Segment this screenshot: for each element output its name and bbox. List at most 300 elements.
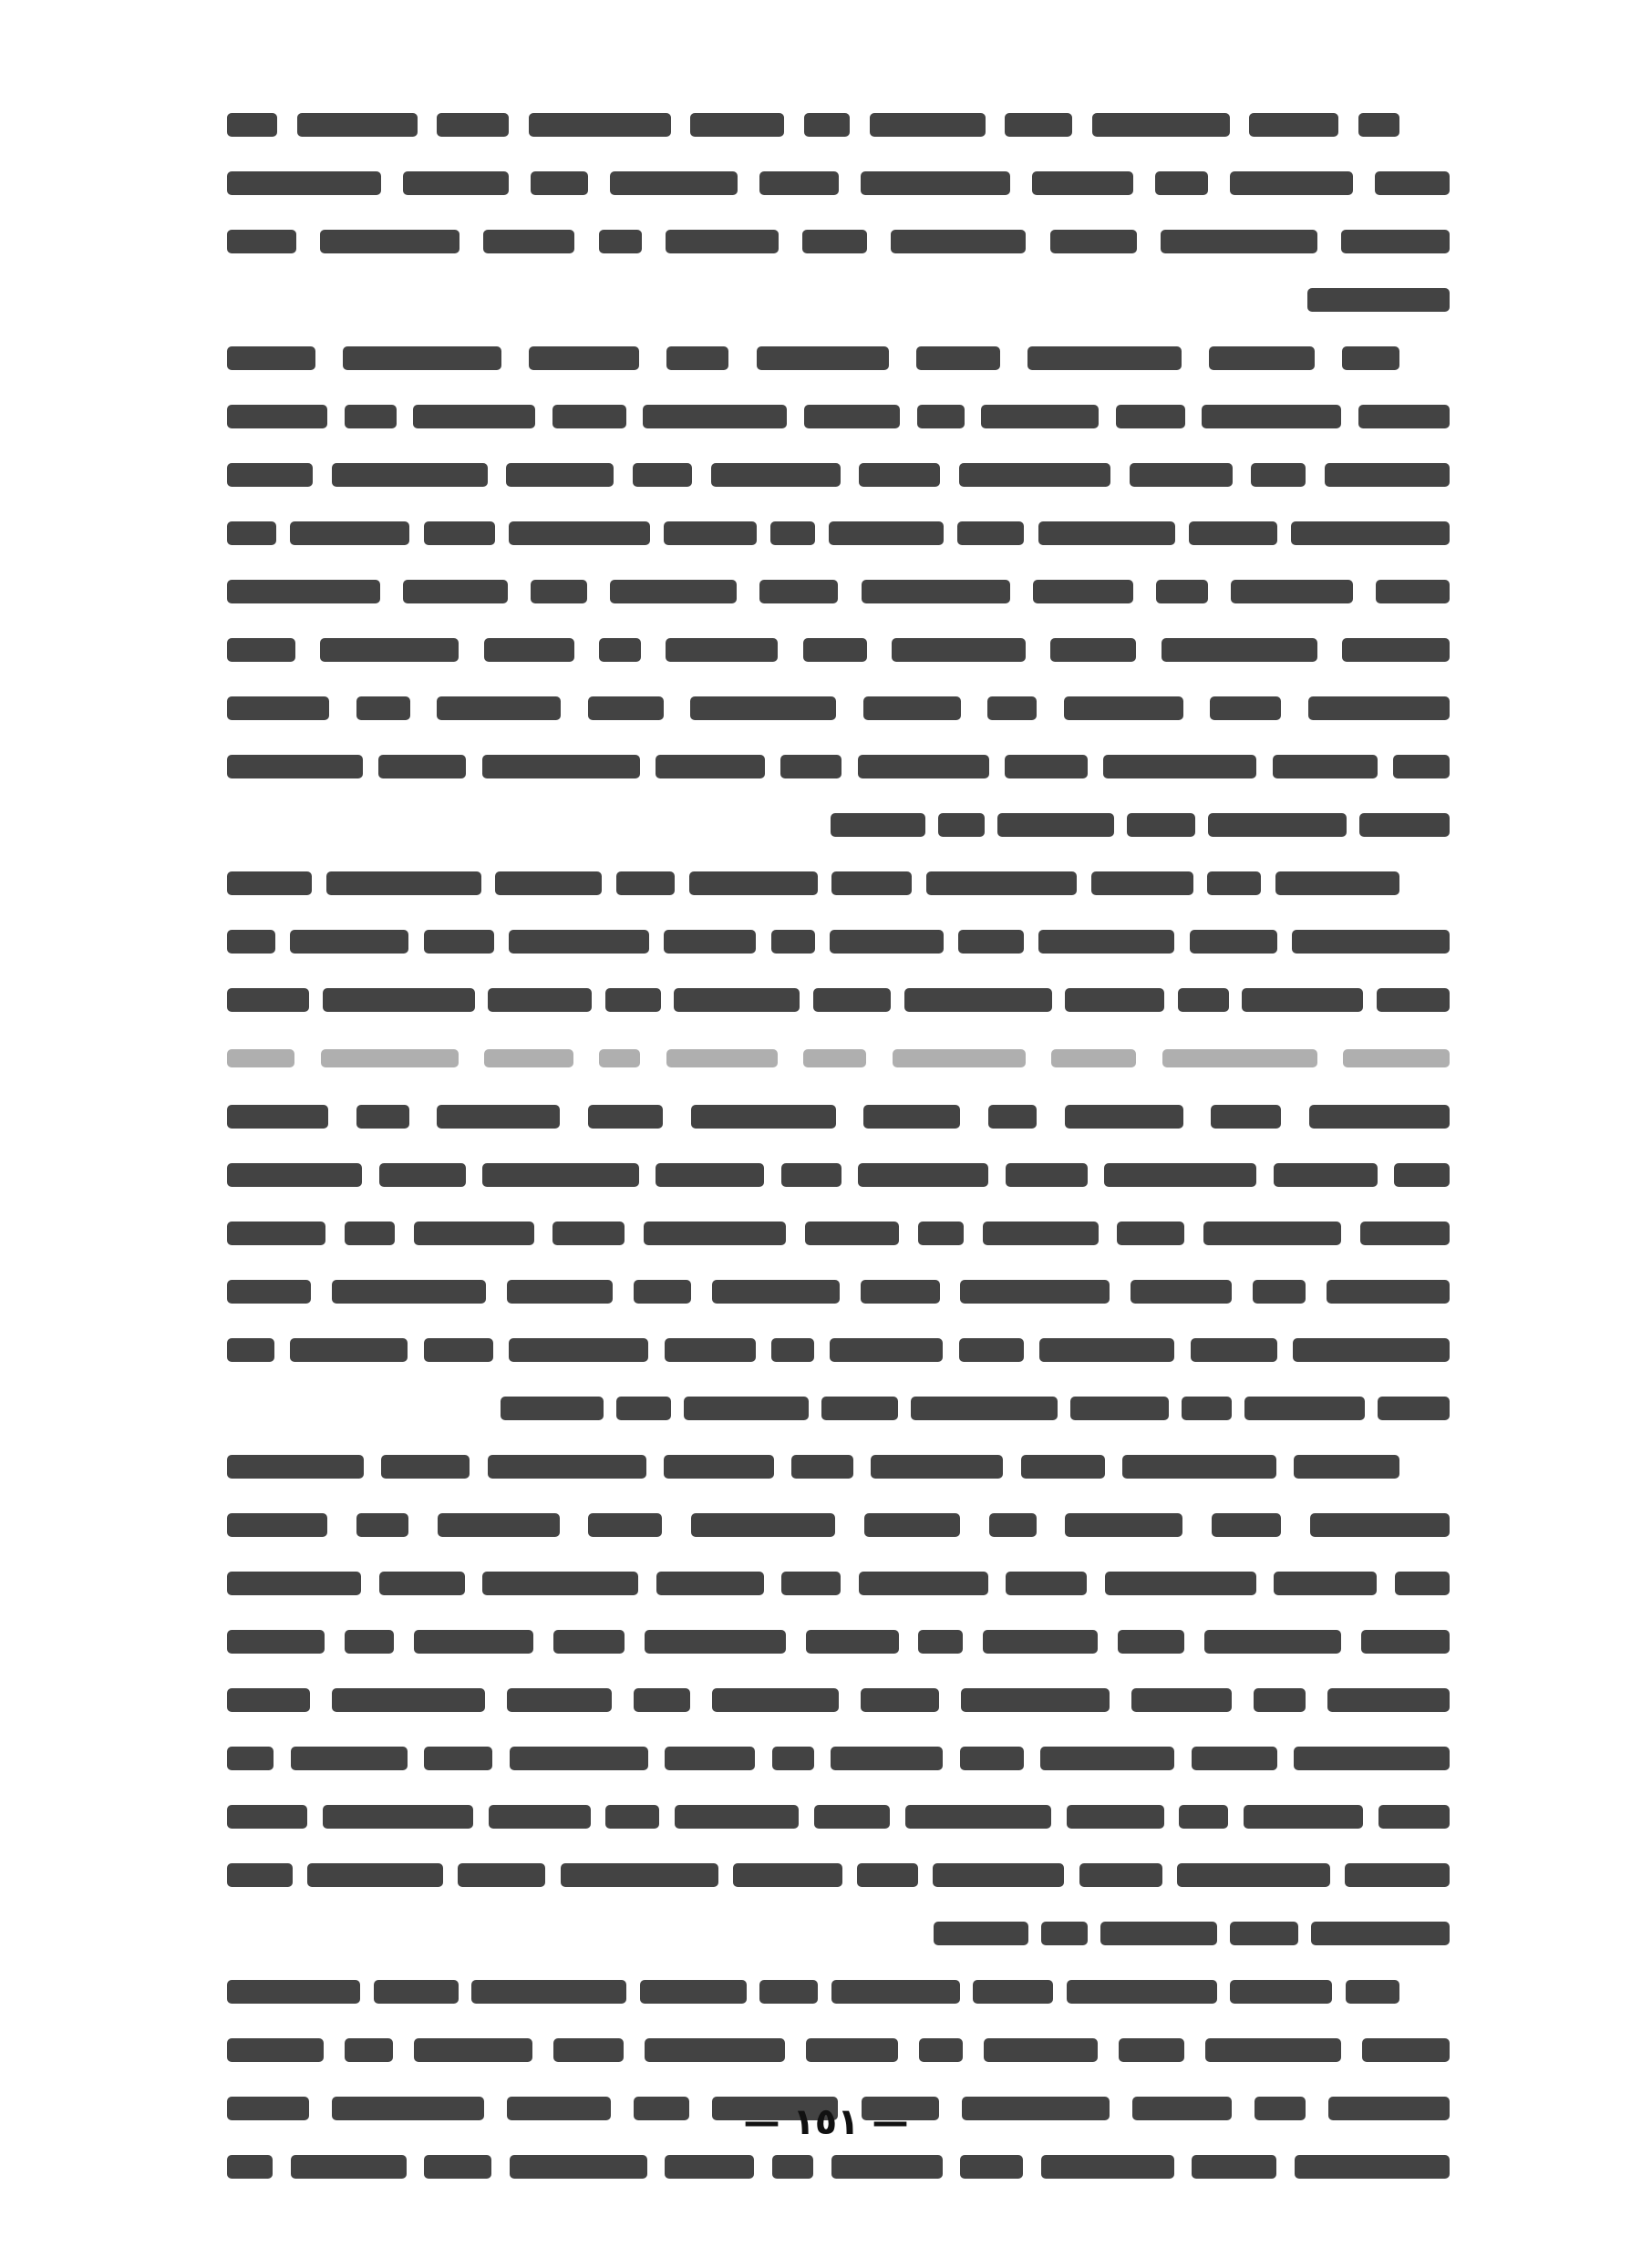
word-placeholder [830,1338,943,1362]
word-placeholder [1394,1163,1450,1187]
word-placeholder [989,1513,1037,1537]
word-placeholder [664,1455,774,1479]
word-placeholder [1118,1630,1184,1654]
text-line [214,679,1450,737]
word-placeholder [666,346,728,370]
word-placeholder [332,463,488,487]
word-placeholder [1230,171,1353,195]
word-placeholder [437,1105,560,1129]
text-line [214,621,1450,679]
word-placeholder [770,521,815,545]
word-placeholder [675,1805,799,1829]
body-text [214,96,1450,2196]
word-placeholder [831,2155,943,2179]
word-placeholder [1027,346,1182,370]
word-placeholder [227,580,380,603]
word-placeholder [772,1747,814,1770]
word-placeholder [345,405,397,428]
word-placeholder [1161,230,1317,253]
word-placeholder [307,1863,443,1887]
word-placeholder [588,1105,663,1129]
word-placeholder [1342,346,1399,370]
word-placeholder [482,1572,638,1595]
word-placeholder [712,1688,839,1712]
text-line [214,271,1450,329]
word-placeholder [759,580,838,603]
word-placeholder [690,113,784,137]
word-placeholder [772,2155,813,2179]
word-placeholder [484,1049,573,1067]
text-line [214,854,1450,912]
word-placeholder [917,405,965,428]
word-placeholder [403,171,509,195]
word-placeholder [437,113,509,137]
word-placeholder [1291,521,1450,545]
word-placeholder [666,1049,778,1067]
word-placeholder [495,871,602,895]
word-placeholder [759,1980,818,2004]
word-placeholder [227,1513,327,1537]
word-placeholder [379,1163,466,1187]
word-placeholder [413,405,535,428]
word-placeholder [634,1280,691,1304]
text-line [214,912,1450,971]
word-placeholder [1378,1397,1450,1420]
word-placeholder [553,2038,624,2062]
word-placeholder [1202,405,1341,428]
word-placeholder [610,580,737,603]
word-placeholder [227,1747,274,1770]
word-placeholder [1006,1163,1088,1187]
word-placeholder [529,346,639,370]
word-placeholder [227,1805,307,1829]
word-placeholder [482,1163,639,1187]
text-line [214,1321,1450,1379]
text-line [214,387,1450,446]
word-placeholder [1295,2155,1450,2179]
word-placeholder [1189,521,1277,545]
word-placeholder [509,930,649,954]
word-placeholder [1325,463,1450,487]
word-placeholder [805,1222,899,1245]
word-placeholder [656,755,765,778]
word-placeholder [757,346,889,370]
word-placeholder [484,638,574,662]
word-placeholder [934,1922,1028,1945]
word-placeholder [643,405,787,428]
word-placeholder [552,1222,625,1245]
word-placeholder [227,1688,310,1712]
word-placeholder [806,1630,899,1654]
word-placeholder [424,2155,491,2179]
word-placeholder [1307,288,1450,312]
word-placeholder [1005,113,1072,137]
word-placeholder [644,1222,786,1245]
word-placeholder [1310,1513,1450,1537]
word-placeholder [1032,171,1133,195]
word-placeholder [510,2155,647,2179]
word-placeholder [1393,755,1450,778]
word-placeholder [806,2038,898,2062]
word-placeholder [960,2155,1023,2179]
word-placeholder [804,113,850,137]
word-placeholder [871,1455,1003,1479]
word-placeholder [531,171,588,195]
word-placeholder [1358,405,1450,428]
word-placeholder [599,1049,640,1067]
word-placeholder [1192,2155,1276,2179]
word-placeholder [345,1630,394,1654]
word-placeholder [1192,1747,1277,1770]
word-placeholder [1092,113,1230,137]
word-placeholder [1375,171,1450,195]
word-placeholder [829,521,944,545]
word-placeholder [919,2038,963,2062]
word-placeholder [870,113,986,137]
word-placeholder [861,1688,939,1712]
word-placeholder [780,755,841,778]
text-line [214,329,1450,387]
word-placeholder [227,2155,273,2179]
word-placeholder [437,696,561,720]
text-line [214,1729,1450,1788]
word-placeholder [291,1747,408,1770]
word-placeholder [645,1630,786,1654]
word-placeholder [973,1980,1053,2004]
word-placeholder [1342,638,1450,662]
word-placeholder [911,1397,1058,1420]
word-placeholder [665,1338,756,1362]
text-line [214,1496,1450,1554]
word-placeholder [588,696,664,720]
word-placeholder [1362,2038,1450,2062]
word-placeholder [1065,1513,1182,1537]
word-placeholder [323,988,475,1012]
word-placeholder [1038,930,1174,954]
word-placeholder [892,638,1026,662]
word-placeholder [987,696,1037,720]
text-line [214,971,1450,1029]
word-placeholder [561,1863,718,1887]
word-placeholder [904,988,1052,1012]
word-placeholder [1376,580,1450,603]
word-placeholder [227,1222,325,1245]
text-line [214,1263,1450,1321]
word-placeholder [864,1513,960,1537]
word-placeholder [227,2038,324,2062]
word-placeholder [821,1397,898,1420]
word-placeholder [227,346,315,370]
word-placeholder [227,1630,325,1654]
word-placeholder [326,871,481,895]
word-placeholder [227,1049,294,1067]
word-placeholder [356,1105,409,1129]
text-line [214,1846,1450,1904]
word-placeholder [356,1513,408,1537]
word-placeholder [343,346,501,370]
text-line [214,1904,1450,1963]
word-placeholder [1203,1222,1341,1245]
word-placeholder [424,1747,492,1770]
word-placeholder [997,813,1114,837]
word-placeholder [1251,463,1306,487]
word-placeholder [553,1630,625,1654]
word-placeholder [616,1397,671,1420]
word-placeholder [1377,988,1450,1012]
word-placeholder [803,1049,866,1067]
word-placeholder [1178,988,1229,1012]
word-placeholder [664,521,757,545]
word-placeholder [227,871,312,895]
word-placeholder [1395,1572,1450,1595]
word-placeholder [1050,230,1137,253]
word-placeholder [1162,1049,1317,1067]
word-placeholder [227,405,327,428]
word-placeholder [381,1455,470,1479]
word-placeholder [1205,2038,1341,2062]
text-line [214,1554,1450,1613]
word-placeholder [633,463,692,487]
word-placeholder [323,1805,473,1829]
word-placeholder [1358,113,1399,137]
word-placeholder [712,1280,840,1304]
word-placeholder [1104,1163,1256,1187]
word-placeholder [1211,1105,1281,1129]
word-placeholder [674,988,800,1012]
word-placeholder [1105,1572,1256,1595]
word-placeholder [227,1338,274,1362]
word-placeholder [458,1863,545,1887]
word-placeholder [771,930,815,954]
text-line [214,96,1450,154]
word-placeholder [858,755,989,778]
text-line [214,1963,1450,2021]
word-placeholder [379,1572,465,1595]
word-placeholder [771,1338,814,1362]
word-placeholder [488,1455,646,1479]
word-placeholder [1122,1455,1276,1479]
word-placeholder [861,1280,940,1304]
word-placeholder [1242,988,1363,1012]
word-placeholder [1294,1455,1399,1479]
word-placeholder [356,696,410,720]
page-number: — ١٥١ — [743,2101,909,2143]
word-placeholder [1311,1922,1450,1945]
word-placeholder [509,1338,648,1362]
word-placeholder [501,1397,604,1420]
word-placeholder [802,230,867,253]
word-placeholder [1091,871,1193,895]
word-placeholder [1065,988,1164,1012]
word-placeholder [1179,1805,1228,1829]
word-placeholder [374,1980,459,2004]
word-placeholder [610,171,738,195]
word-placeholder [403,580,508,603]
word-placeholder [1067,1980,1217,2004]
word-placeholder [1191,1338,1277,1362]
word-placeholder [803,638,867,662]
word-placeholder [1051,1049,1136,1067]
text-line [214,1788,1450,1846]
word-placeholder [482,755,640,778]
word-placeholder [1343,1049,1450,1067]
word-placeholder [227,696,329,720]
word-placeholder [332,1280,486,1304]
word-placeholder [1244,1397,1365,1420]
word-placeholder [1360,1222,1450,1245]
word-placeholder [414,1630,533,1654]
text-line [214,154,1450,212]
word-placeholder [321,1049,459,1067]
text-line [214,562,1450,621]
word-placeholder [918,1222,964,1245]
word-placeholder [345,1222,395,1245]
word-placeholder [645,2038,785,2062]
text-line [214,1438,1450,1496]
word-placeholder [227,988,309,1012]
word-placeholder [984,2038,1098,2062]
text-line [214,504,1450,562]
word-placeholder [691,1513,835,1537]
word-placeholder [960,1280,1110,1304]
word-placeholder [938,813,985,837]
word-placeholder [1156,580,1208,603]
word-placeholder [1253,1280,1306,1304]
word-placeholder [424,930,494,954]
word-placeholder [983,1222,1099,1245]
word-placeholder [1292,930,1450,954]
word-placeholder [957,521,1024,545]
word-placeholder [1210,696,1281,720]
word-placeholder [1359,813,1450,837]
word-placeholder [791,1455,853,1479]
word-placeholder [961,1688,1110,1712]
word-placeholder [656,1572,764,1595]
word-placeholder [1346,1980,1399,2004]
word-placeholder [1182,1397,1232,1420]
word-placeholder [634,1688,690,1712]
word-placeholder [960,1747,1024,1770]
word-placeholder [759,171,839,195]
word-placeholder [227,1105,328,1129]
word-placeholder [830,930,944,954]
word-placeholder [488,988,592,1012]
word-placeholder [414,1222,534,1245]
word-placeholder [1130,463,1233,487]
word-placeholder [507,1688,612,1712]
word-placeholder [664,930,756,954]
word-placeholder [227,1572,361,1595]
word-placeholder [1294,1747,1450,1770]
word-placeholder [1131,1280,1232,1304]
word-placeholder [1275,871,1399,895]
word-placeholder [332,1688,485,1712]
word-placeholder [1231,580,1353,603]
word-placeholder [665,2155,754,2179]
word-placeholder [1327,1280,1450,1304]
word-placeholder [227,171,381,195]
word-placeholder [981,405,1099,428]
word-placeholder [1209,346,1315,370]
word-placeholder [599,638,641,662]
word-placeholder [1274,1163,1378,1187]
word-placeholder [863,696,961,720]
word-placeholder [1033,580,1133,603]
word-placeholder [863,1105,960,1129]
word-placeholder [227,1280,311,1304]
word-placeholder [510,1747,648,1770]
word-placeholder [227,1455,364,1479]
word-placeholder [1127,813,1195,837]
word-placeholder [489,1805,591,1829]
word-placeholder [320,230,459,253]
word-placeholder [414,2038,532,2062]
text-line [214,212,1450,271]
word-placeholder [616,871,675,895]
word-placeholder [983,1630,1098,1654]
word-placeholder [227,1163,362,1187]
word-placeholder [858,1163,988,1187]
word-placeholder [1204,1630,1341,1654]
word-placeholder [1041,2155,1174,2179]
text-line [214,1146,1450,1204]
word-placeholder [471,1980,626,2004]
word-placeholder [507,1280,613,1304]
text-line [214,2021,1450,2079]
word-placeholder [529,113,671,137]
word-placeholder [1039,1338,1174,1362]
word-placeholder [813,988,891,1012]
word-placeholder [1254,1688,1306,1712]
word-placeholder [1273,755,1378,778]
word-placeholder [1345,1863,1450,1887]
word-placeholder [1207,871,1261,895]
word-placeholder [588,1513,662,1537]
word-placeholder [926,871,1077,895]
word-placeholder [1212,1513,1281,1537]
word-placeholder [1116,405,1185,428]
word-placeholder [1006,1572,1087,1595]
word-placeholder [227,463,313,487]
text-line [214,1204,1450,1263]
word-placeholder [320,638,459,662]
word-placeholder [506,463,614,487]
word-placeholder [691,1105,836,1129]
text-line [214,737,1450,796]
word-placeholder [227,230,296,253]
word-placeholder [831,1980,960,2004]
word-placeholder [958,930,1024,954]
word-placeholder [1244,1805,1363,1829]
word-placeholder [1079,1863,1162,1887]
word-placeholder [689,871,818,895]
word-placeholder [859,463,940,487]
word-placeholder [1230,1922,1298,1945]
word-placeholder [1155,171,1208,195]
text-line [214,1671,1450,1729]
word-placeholder [1064,696,1183,720]
word-placeholder [814,1805,890,1829]
word-placeholder [227,1863,293,1887]
word-placeholder [552,405,626,428]
word-placeholder [1041,1922,1088,1945]
word-placeholder [1021,1455,1105,1479]
word-placeholder [857,1863,918,1887]
text-line [214,1379,1450,1438]
word-placeholder [666,230,779,253]
word-placeholder [1177,1863,1330,1887]
word-placeholder [656,1163,764,1187]
